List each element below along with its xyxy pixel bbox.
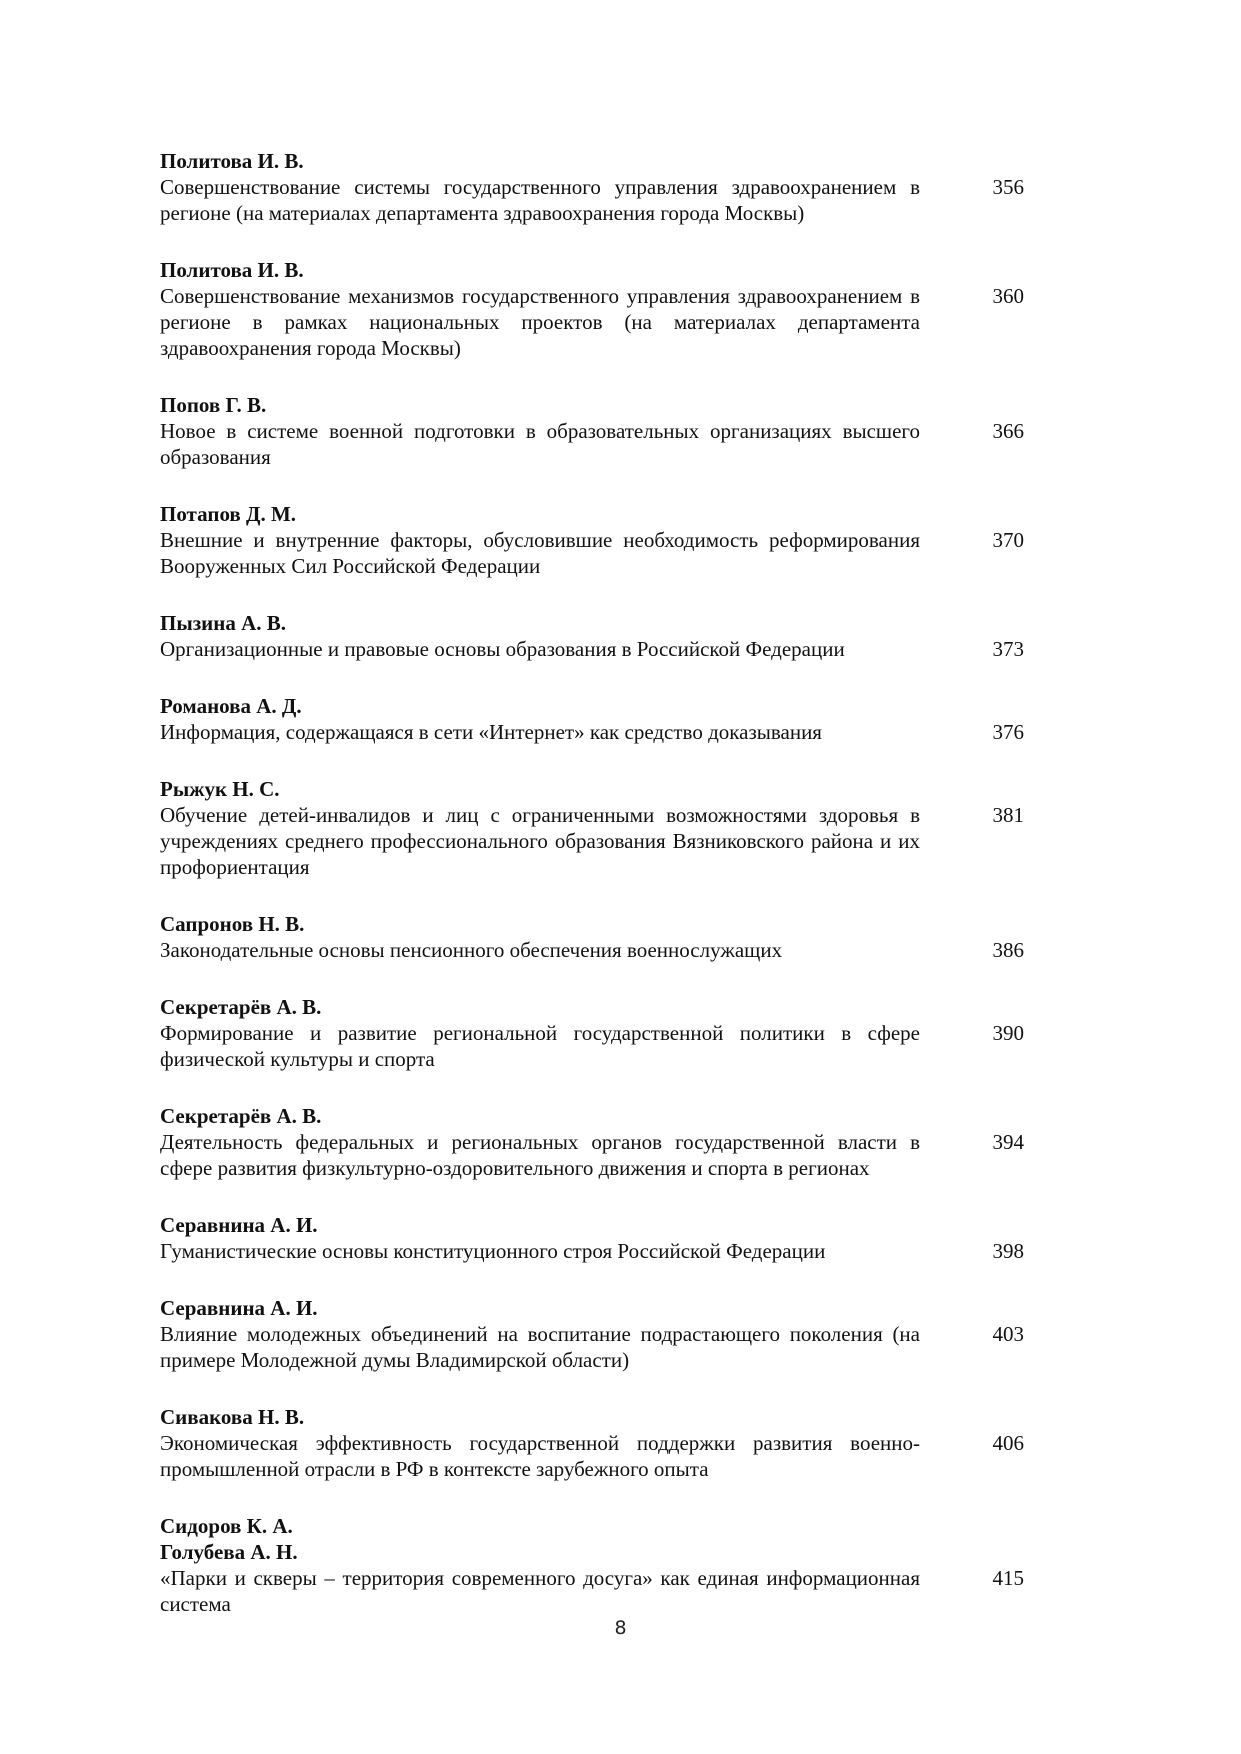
toc-entry [160,1295,1030,1373]
entry-page-number: 370 [992,528,1024,552]
entry-title: Экономическая эффективность государственной поддержки развития военно-промышленной отрасли в РФ в контексте зарубежного опыта [160,1431,920,1481]
entry-author: Потапов Д. М. [160,502,297,526]
toc-entry [160,911,1030,963]
entry-title: Законодательные основы пенсионного обеспечения военнослужащих [160,938,783,962]
toc-entry [160,257,1030,361]
entry-page-number: 390 [992,1021,1024,1045]
entry-author: Серавнина А. И. [160,1296,318,1320]
entry-author: Сапронов Н. В. [160,912,305,936]
toc-entry [160,1404,1030,1482]
entry-author: Рыжук Н. С. [160,777,280,801]
entry-page-number: 406 [992,1431,1024,1455]
entry-page-number: 376 [992,720,1024,744]
entry-author: Сидоров К. А. [160,1514,293,1538]
entry-title: Совершенствование механизмов государственного управления здравоохранением в регионе в рамках национальных проектов (на материалах департамента здравоохранения города Москвы) [160,284,920,360]
toc-entry [160,392,1030,470]
entry-author: Секретарёв А. В. [160,1104,322,1128]
entry-author: Серавнина А. И. [160,1213,318,1237]
entry-author: Секретарёв А. В. [160,995,322,1019]
entry-title: Влияние молодежных объединений на воспитание подрастающего поколения (на примере Молодежной думы Владимирской области) [160,1322,920,1372]
entry-page-number: 386 [992,938,1024,962]
entry-title: Гуманистические основы конституционного строя Российской Федерации [160,1239,826,1263]
toc-entry [160,501,1030,579]
entry-title: Совершенствование системы государственного управления здравоохранением в регионе (на материалах департамента здравоохранения города Москвы) [160,175,920,225]
entry-title: Внешние и внутренние факторы, обусловившие необходимость реформирования Вооруженных Сил Российской Федерации [160,528,920,578]
entry-page-number: 373 [992,637,1024,661]
entry-title: Формирование и развитие региональной государственной политики в сфере физической культуры и спорта [160,1021,920,1071]
entry-page-number: 381 [992,803,1024,827]
toc-entry [160,994,1030,1072]
entry-title: Деятельность федеральных и региональных органов государственной власти в сфере развития физкультурно-оздоровительного движения и спорта в регионах [160,1130,920,1180]
entry-page-number: 415 [992,1566,1024,1590]
entry-page-number: 398 [992,1239,1024,1263]
entry-title: Информация, содержащаяся в сети «Интернет» как средство доказывания [160,720,822,744]
toc-entry [160,776,1030,880]
page-number-footer: 8 [614,1617,627,1639]
entry-title: Обучение детей-инвалидов и лиц с ограниченными возможностями здоровья в учреждениях среднего профессионального образования Вязниковского района и их профориентация [160,803,920,879]
toc-entry [160,1212,1030,1264]
entry-page-number: 356 [992,175,1024,199]
entry-title: Новое в системе военной подготовки в образовательных организациях высшего образования [160,419,920,469]
toc-entry [160,1513,1030,1617]
entry-author: Сивакова Н. В. [160,1405,305,1429]
toc-entry [160,148,1030,226]
entry-author: Романова А. Д. [160,694,302,718]
table-of-contents [160,148,1030,1617]
entry-author: Пызина А. В. [160,611,287,635]
entry-page-number: 394 [992,1130,1024,1154]
entry-page-number: 403 [992,1322,1024,1346]
entry-title: «Парки и скверы – территория современного досуга» как единая информационная система [160,1566,920,1616]
entry-page-number: 360 [992,284,1024,308]
entry-author: Голубева А. Н. [160,1540,298,1564]
entry-author: Политова И. В. [160,149,304,173]
toc-entry [160,1103,1030,1181]
entry-page-number: 366 [992,419,1024,443]
toc-entry [160,693,1030,745]
toc-entry [160,610,1030,662]
entry-author: Попов Г. В. [160,393,267,417]
entry-title: Организационные и правовые основы образования в Российской Федерации [160,637,845,661]
entry-author: Политова И. В. [160,258,304,282]
